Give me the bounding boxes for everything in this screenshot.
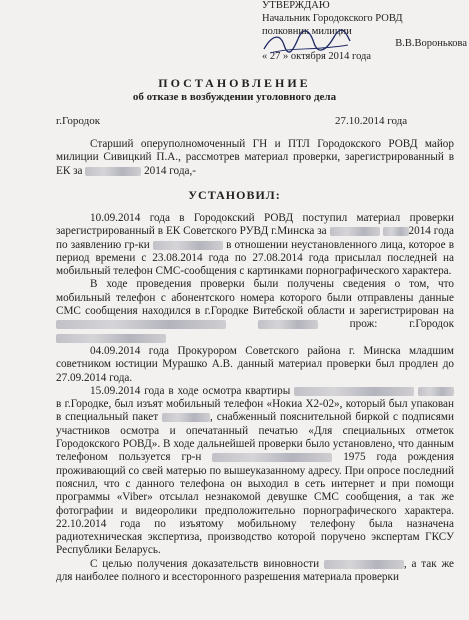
redacted-text [330,227,380,236]
redacted-text [153,241,223,250]
redacted-text [418,387,454,396]
paragraph-1-part-c: в отношении неустановленного лица, которое в период времени с 23.08.2014 года по 27.08.2014 года присылал последней на мобильный телефон СМС-сообщения с картинками порнографического характера. [56,238,455,278]
approval-name: В.В.Воронькова [395,38,467,50]
document-subtitle: об отказе в возбуждении уголовного дела [132,91,337,103]
document-date: 27.10.2014 года [335,115,408,127]
redacted-text [56,320,226,329]
paragraph-1 [56,212,454,278]
approval-rank: полковник милиции [262,25,352,37]
paragraph-2 [56,278,454,344]
paragraph-5-part-b: а так же для наиболее полного и всесторонного разрешения материала проверки [56,557,454,584]
redacted-text [258,320,318,329]
paragraph-1-part-b: 2014 года по заявлению гр-ки [56,225,455,251]
approval-date: « 27 » октября 2014 года [262,51,372,63]
paragraph-4-part-d: 1975 года рождения проживающий со свей матерью по вышеуказанному адресу. При опросе последний пояснил, что с данного телефона он выходил в сеть интернет и при помощи программы «Viber» отсылал незнакомой девушке СМС сообщения, а так же фотографии и видеоролики предположительно порнографического характера. 22.10.2014 года по изъятому мобильному телефону была назначена радиотехническая экспертиза, производство которой поручено экспертам ГКСУ Республики Беларусь. [56,451,455,557]
redacted-text [56,334,166,343]
paragraph-5: С целью получения доказательств виновности , а так же для наиболее полного и всесторонного разрешения материала проверки [56,557,454,584]
redacted-text [162,413,210,422]
document-title: ПОСТАНОВЛЕНИЕ [158,76,311,90]
redacted-text [324,560,404,569]
section-heading: УСТАНОВИЛ: [188,188,281,202]
body-text [56,212,454,584]
intro-paragraph [56,138,454,178]
paragraph-2-part-a: В ходе проведения проверки были получены сведения о том, что мобильный телефон с абонентского номера которого были отправлены данные СМС сообщения находился в г.Городке Витебской области и зарегистрирован на [56,278,454,318]
paragraph-4-part-b: в г.Городке, был изъят мобильный телефон «Нокиа Х2-02», который был упакован в специальный пакет [56,398,454,424]
paragraph-3: 04.09.2014 года Прокурором Советского района г. Минска младшим советником юстиции Мурашко А.В. данный материал проверки был продлен до 27.09.2014 года. [56,344,454,384]
intro-text-2: 2014 года,- [144,164,197,177]
document-place: г.Городок [56,115,101,127]
redacted-text [85,167,141,176]
paragraph-4: 15.09.2014 года в ходе осмотра квартиры в г.Городке, был изъят мобильный телефон «Нокиа Х2-02», который был упакован в специальный пакет , снабженный пояснительной биркой с подписями участников осмотра и опечатанный печатью «Для специальных отметок Городокского РОВД». В ходе дальнейшей проверки было установлено, что данным телефоном пользуется гр-н 1975 года рождения проживающий со свей матерью по вышеуказанному адресу. При опросе последний пояснил, что с данного телефона он выходил в сеть интернет и при помощи программы «Viber» отсылал незнакомой девушке СМС сообщения, а так же фотографии и видеоролики предположительно порнографического характера. 22.10.2014 года по изъятому мобильному телефону была назначена радиотехническая экспертиза, производство которой поручено экспертам ГКСУ Республики Беларусь. [56,384,455,557]
redacted-text [294,387,414,396]
redacted-text [212,453,332,462]
handwritten-signature [262,27,352,57]
paragraph-1-part-a: 10.09.2014 года в Городокский РОВД поступил материал проверки зарегистрированный в ЕК Советского РУВД г.Минска за [56,212,454,238]
approval-position: Начальник Городокского РОВД [262,12,403,24]
redacted-text [383,227,409,236]
paragraph-4-part-c: снабженный пояснительной биркой с подписями участников осмотра и опечатанный печатью «Для специальных отметок Городокского РОВД». В ходе дальнейшей проверки было установлено, что данным телефоном пользуется гр-н [56,411,454,464]
paragraph-4-part-a: 15.09.2014 года в ходе осмотра квартиры [90,384,291,397]
paragraph-5-part-a: С целью получения доказательств виновности [90,557,320,570]
intro-text-1: Старший оперуполномоченный ГН и ПТЛ Городокского РОВД майор милиции Сивицкий П.А., рассмотрев материал проверки, зарегистрированный в ЕК за [56,138,454,177]
paragraph-2-part-b: прож: г.Городок [349,318,454,331]
approval-title: УТВЕРЖДАЮ [262,0,330,11]
